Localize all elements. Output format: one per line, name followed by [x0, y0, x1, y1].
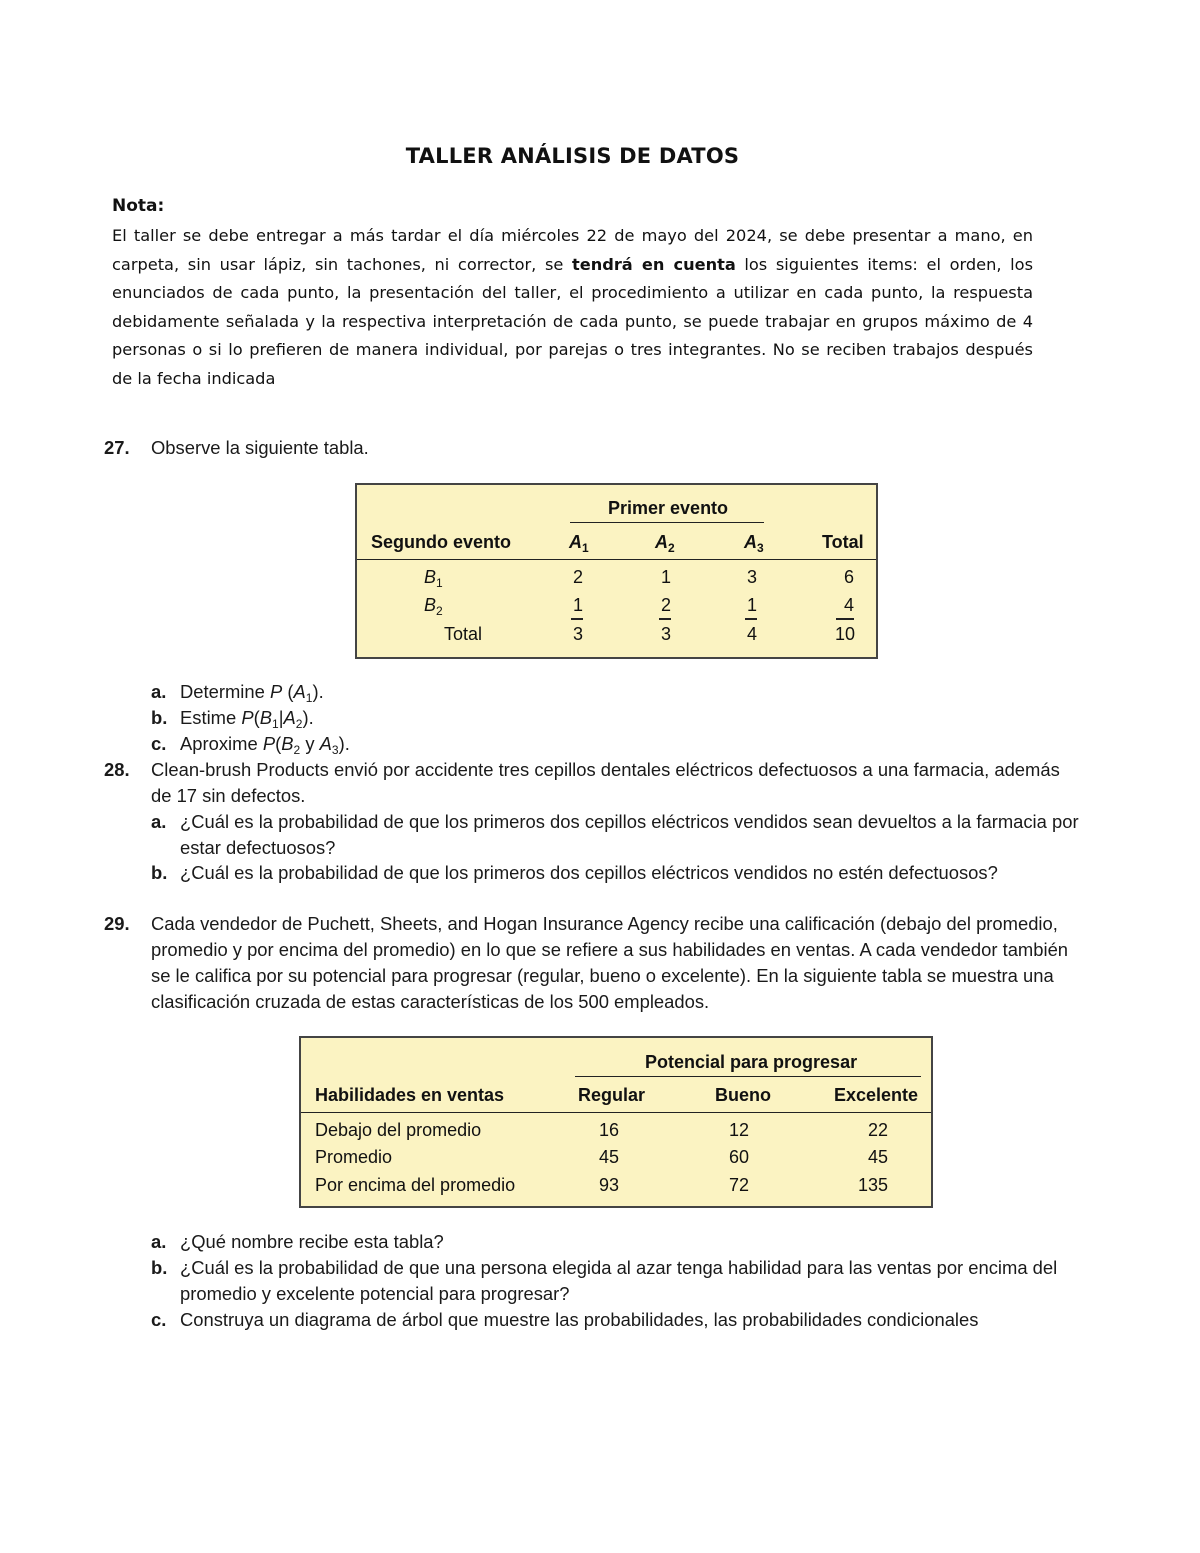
- cell: 1: [661, 567, 672, 587]
- cell: 12: [729, 1120, 750, 1140]
- item-text: Estime $P(B_1|A_2)$.: [180, 707, 314, 731]
- sum-rule: [745, 618, 757, 620]
- col-header-a3: $A_3$: [744, 532, 764, 555]
- note-paragraph: [112, 222, 1033, 394]
- cell: 45: [868, 1147, 889, 1167]
- header-rule: [570, 522, 764, 523]
- question-text: Cada vendedor de Puchett, Sheets, and Hogan Insurance Agency recibe una calificación (debajo del promedio, promedio y por encima del promedio) en lo que se refiere a sus habilidades en ventas. A cada vendedor también se le califica por su potencial para progresar (regular, bueno o excelente). En la siguiente tabla se muestra una clasificación cruzada de estas características de los 500 empleados.: [151, 913, 1069, 1012]
- question-29-b: [151, 1255, 1086, 1307]
- row-label: Por encima del promedio: [315, 1175, 516, 1195]
- item-letter: a.: [151, 1231, 167, 1252]
- item-letter: a.: [151, 811, 167, 832]
- cell: 45: [599, 1147, 620, 1167]
- question-27: [104, 435, 1084, 461]
- col-header-bueno: Bueno: [715, 1085, 771, 1105]
- question-text: Clean-brush Products envió por accidente tres cepillos dentales eléctricos defectuosos a una farmacia, además de 17 sin defectos.: [151, 759, 1060, 806]
- row-label-b2: $B_2$: [424, 595, 443, 618]
- item-text: ¿Cuál es la probabilidad de que los primeros dos cepillos eléctricos vendidos sean devueltos a la farmacia por estar defectuosos?: [180, 811, 1079, 858]
- sum-rule: [571, 618, 583, 620]
- col-header-a2: $A_2$: [655, 532, 675, 555]
- col-header-a1: $A_1$: [569, 532, 589, 555]
- question-28-a: [151, 809, 1086, 861]
- page-title: TALLER ANÁLISIS DE DATOS: [405, 144, 740, 168]
- cross-classification-table: [299, 1036, 933, 1208]
- note-text-bold: tendrá en cuenta: [571, 254, 736, 274]
- note-label: Nota:: [112, 196, 165, 216]
- cell: 3: [661, 624, 672, 644]
- question-number: 29.: [104, 913, 130, 934]
- cell: 16: [599, 1120, 620, 1140]
- group-header-potencial: Potencial para progresar: [645, 1052, 858, 1072]
- row-header-segundo-evento: Segundo evento: [371, 532, 512, 552]
- item-text: Aproxime $P(B_2$ y $A_3$).: [180, 733, 350, 757]
- group-header-primer-evento: Primer evento: [608, 498, 729, 518]
- cell: 4: [747, 624, 758, 644]
- cell: 2: [661, 595, 672, 615]
- question-text: Observe la siguiente tabla.: [151, 437, 369, 458]
- cell: 10: [835, 624, 856, 644]
- cell: 60: [729, 1147, 750, 1167]
- cell: 72: [729, 1175, 750, 1195]
- row-label: Promedio: [315, 1147, 393, 1167]
- item-text: Construya un diagrama de árbol que muestre las probabilidades, las probabilidades condicionales: [180, 1309, 979, 1330]
- col-header-total: Total: [822, 532, 864, 552]
- question-28: [104, 757, 1084, 809]
- col-header-regular: Regular: [578, 1085, 646, 1105]
- item-text: ¿Cuál es la probabilidad de que los primeros dos cepillos eléctricos vendidos no estén defectuosos?: [180, 862, 998, 883]
- header-rule: [575, 1076, 921, 1077]
- sum-rule: [659, 618, 671, 620]
- row-label-total: Total: [444, 624, 483, 644]
- row-label: Debajo del promedio: [315, 1120, 482, 1140]
- note-text-start: El taller se debe entregar a más tardar el día miércoles 22 de mayo del 2024, se debe presentar a mano, en carpeta, sin usar lápiz, sin tachones, ni corrector, se: [112, 226, 1033, 274]
- row-header-habilidades: Habilidades en ventas: [315, 1085, 505, 1105]
- note-text-end: los siguientes items: el orden, los enunciados de cada punto, la presentación del taller, el procedimiento a utilizar en cada punto, la respuesta debidamente señalada y la respectiva interpretación de cada punto, se puede trabajar en grupos máximo de 4 personas o si lo prefieren de manera individual, por parejas o tres integrantes. No se reciben trabajos después de la fecha indicada: [112, 254, 1033, 388]
- cell: 6: [844, 567, 855, 587]
- cell: 22: [868, 1120, 889, 1140]
- cell: 135: [858, 1175, 889, 1195]
- cell: 1: [573, 595, 584, 615]
- question-number: 27.: [104, 437, 130, 458]
- question-29: [104, 911, 1084, 1015]
- question-29-a: [151, 1229, 1086, 1255]
- cell: 3: [747, 567, 758, 587]
- events-table: [355, 483, 878, 659]
- question-28-b: [151, 860, 1086, 886]
- header-divider: [301, 1112, 931, 1113]
- question-27-c: [151, 731, 1086, 757]
- question-number: 28.: [104, 759, 130, 780]
- item-text: Determine P $(A_1)$.: [180, 681, 324, 705]
- item-letter: b.: [151, 707, 168, 728]
- row-label-b1: $B_1$: [424, 567, 443, 590]
- question-27-b: [151, 705, 1086, 731]
- cell: 3: [573, 624, 584, 644]
- item-letter: b.: [151, 862, 168, 883]
- question-29-c: [151, 1307, 1086, 1333]
- question-27-a: [151, 679, 1086, 705]
- cell: 2: [573, 567, 584, 587]
- item-letter: c.: [151, 1309, 167, 1330]
- item-letter: c.: [151, 733, 167, 754]
- cell: 1: [747, 595, 758, 615]
- sum-rule: [836, 618, 854, 620]
- col-header-excelente: Excelente: [834, 1085, 919, 1105]
- header-divider: [357, 559, 876, 560]
- item-letter: b.: [151, 1257, 168, 1278]
- item-letter: a.: [151, 681, 167, 702]
- item-text: ¿Cuál es la probabilidad de que una persona elegida al azar tenga habilidad para las ventas por encima del promedio y excelente potencial para progresar?: [180, 1257, 1058, 1304]
- cell: 93: [599, 1175, 620, 1195]
- item-text: ¿Qué nombre recibe esta tabla?: [180, 1231, 444, 1252]
- cell: 4: [844, 595, 855, 615]
